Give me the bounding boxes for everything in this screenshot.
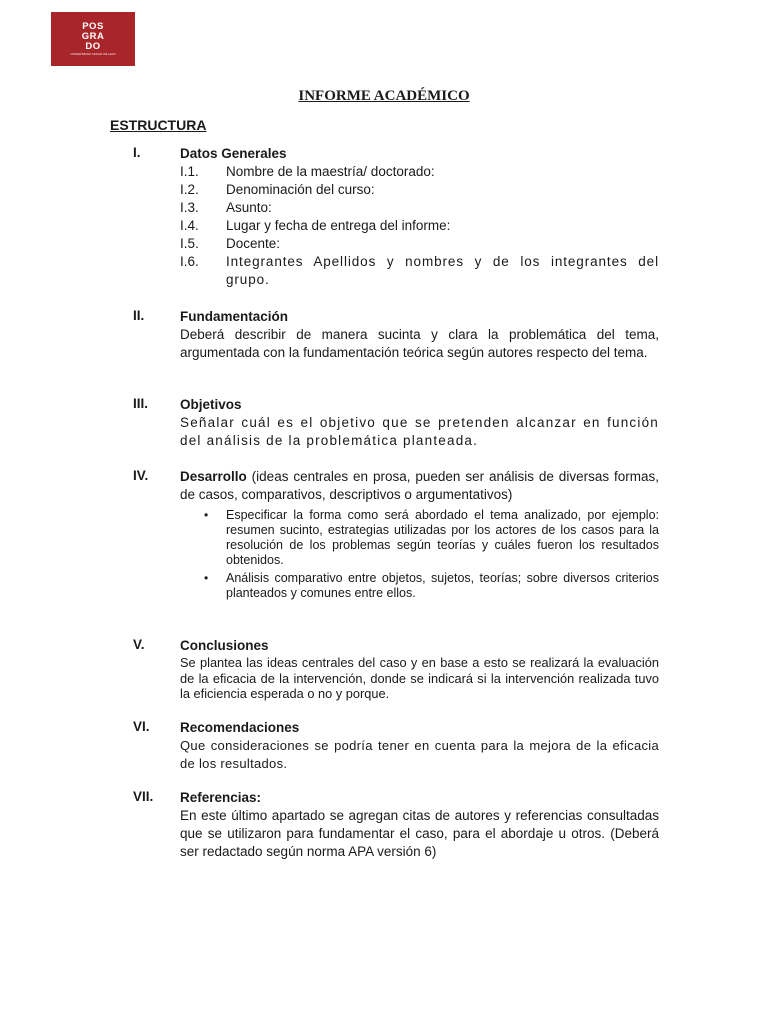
section-desarrollo bbox=[133, 468, 659, 604]
list-item: • Análisis comparativo entre objetos, sujetos, teorías; sobre diversos criterios planteados y comunes entre ellos. bbox=[226, 571, 659, 601]
list-item: • Especificar la forma como será abordado el tema analizado, por ejemplo: resumen sucinto, estrategias utilizadas por los actores de los casos para la resolución de los problemas según teorías y cuáles fueron los resultados obtenidos. bbox=[226, 508, 659, 568]
logo-tagline: UNIVERSIDAD CESAR VALLEJO bbox=[70, 52, 116, 56]
section-text: En este último apartado se agregan citas de autores y referencias consultadas que se utilizaron para fundamentar el caso, para el abordaje u otros. (Deberá ser redactado según norma APA versión 6) bbox=[180, 808, 659, 859]
list-item: I.2. Denominación del curso: bbox=[180, 182, 375, 197]
section-number: VI. bbox=[133, 719, 150, 734]
list-item: I.4. Lugar y fecha de entrega del informe: bbox=[180, 218, 451, 233]
section-referencias bbox=[133, 789, 659, 861]
list-item: I.3. Asunto: bbox=[180, 200, 272, 215]
section-conclusiones bbox=[133, 637, 659, 702]
structure-heading: ESTRUCTURA bbox=[110, 117, 207, 133]
list-item: I.5. Docente: bbox=[180, 236, 281, 251]
section-text: Se plantea las ideas centrales del caso y en base a esto se realizará la evaluación de la eficacia de la intervención, donde se indicará si la intervención realizada tuvo la eficiencia esperada o no y porque. bbox=[180, 655, 659, 701]
section-heading: Recomendaciones bbox=[180, 720, 300, 735]
section-text: Deberá describir de manera sucinta y clara la problemática del tema, argumentada con la fundamentación teórica según autores respecto del tema. bbox=[180, 327, 659, 360]
section-heading: Conclusiones bbox=[180, 638, 269, 653]
bullet-list bbox=[180, 508, 659, 601]
section-number: II. bbox=[133, 308, 145, 323]
section-number: IV. bbox=[133, 468, 149, 483]
list-item: I.6. Integrantes Apellidos y nombres y de los integrantes del grupo. bbox=[180, 254, 659, 287]
section-heading: Datos Generales bbox=[180, 146, 287, 161]
document-title: INFORME ACADÉMICO bbox=[298, 88, 470, 104]
list-item: I.1. Nombre de la maestría/ doctorado: bbox=[180, 164, 435, 179]
section-objetivos bbox=[133, 396, 659, 450]
section-text: Señalar cuál es el objetivo que se pretenden alcanzar en función del análisis de la problemática planteada. bbox=[180, 415, 659, 448]
posgrado-logo bbox=[51, 12, 135, 66]
section-heading: Referencias: bbox=[180, 790, 262, 805]
section-text: (ideas centrales en prosa, pueden ser análisis de diversas formas, de casos, comparativos, descriptivos o argumentativos) bbox=[180, 469, 659, 502]
logo-line-3: DO bbox=[85, 41, 101, 52]
section-intro bbox=[180, 468, 659, 504]
section-heading: Desarrollo bbox=[180, 469, 247, 484]
section-number: V. bbox=[133, 637, 145, 652]
section-fundamentacion bbox=[133, 308, 659, 362]
logo-line-2: GRA bbox=[81, 31, 105, 42]
section-heading: Fundamentación bbox=[180, 309, 289, 324]
section-number: III. bbox=[133, 396, 149, 411]
section-datos-generales bbox=[133, 145, 659, 289]
section-text: Que consideraciones se podría tener en cuenta para la mejora de la eficacia de los resultados. bbox=[180, 738, 659, 771]
section-number: I. bbox=[133, 145, 141, 160]
section-recomendaciones bbox=[133, 719, 659, 773]
section-heading: Objetivos bbox=[180, 397, 242, 412]
section-number: VII. bbox=[133, 789, 154, 804]
logo-line-1: POS bbox=[82, 21, 104, 32]
